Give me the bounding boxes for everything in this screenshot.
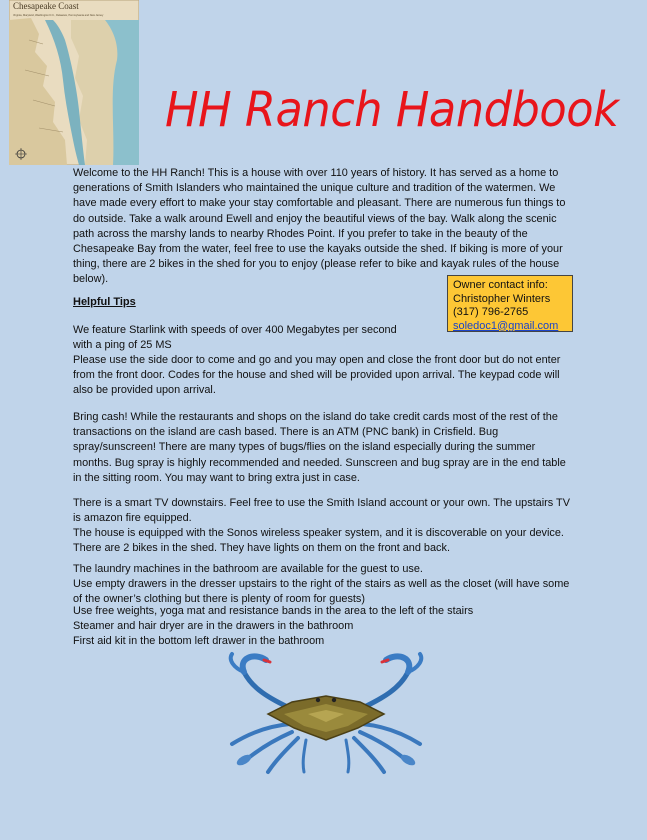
tip-sonos: The house is equipped with the Sonos wireless speaker system, and it is discoverable on your device. [73, 527, 564, 539]
tip-door: Please use the side door to come and go and you may open and close the front door but do not enter from the front door. Codes for the house and shed will be provided upon arrival. The keypad code will also be provided upon arrival. [73, 354, 561, 397]
tip-bikes: There are 2 bikes in the shed. They have lights on them on the front and back. [73, 542, 450, 554]
tip-starlink-ping: with a ping of 25 MS [73, 339, 172, 351]
tip-starlink-speed: We feature Starlink with speeds of over 400 Megabytes per second [73, 324, 397, 336]
chesapeake-map-image [9, 0, 139, 165]
owner-contact-box [447, 275, 573, 332]
tip-drawers: Use empty drawers in the dresser upstairs to the right of the stairs as well as the closet (will have some of the owner’s clothing but there is plenty of room for guests) [73, 578, 570, 606]
helpful-tips-heading: Helpful Tips [73, 296, 136, 308]
intro-paragraph: Welcome to the HH Ranch! This is a house with over 110 years of history. It has served as a home to generations of Smith Islanders who maintained the unique culture and tradition of the watermen. We have made every effort to make your stay comfortable and pleasant. There are numerous fun things to do outside. Take a walk around Ewell and enjoy the beautiful views of the bay. Walk along the scenic path across the marshy lands to nearby Rhodes Point. If you prefer to take in the beauty of the Chesapeake Bay from the water, feel free to use the kayaks outside the shed. If biking is more of your thing, there are 2 bikes in the shed for you to enjoy (please refer to bike and kayak rules of the house below). [73, 167, 566, 286]
tip-laundry: The laundry machines in the bathroom are available for the guest to use. [73, 563, 423, 575]
tip-first-aid: First aid kit in the bottom left drawer in the bathroom [73, 635, 325, 647]
blue-crab-image [208, 648, 444, 776]
contact-heading: Owner contact info: [453, 279, 548, 291]
contact-name: Christopher Winters [453, 292, 551, 305]
map-subtitle: Virginia, Maryland, Washington D.C., Delaware, Pennsylvania and New Jersey [13, 14, 104, 17]
tip-cash-bugs: Bring cash! While the restaurants and shops on the island do take credit cards most of the rest of the transactions on the island are cash based. There is an ATM (PNC bank) in Crisfield. Bug spray/sunscreen! There are many types of bugs/flies on the island especially during the summer months. Bug spray is highly recommended and needed. Sunscreen and bug spray are in the end table in the sitting room. You may want to bring extra just in case. [73, 411, 566, 484]
tip-weights: Use free weights, yoga mat and resistance bands in the area to the left of the stairs [73, 605, 474, 617]
contact-email-link[interactable]: soledoc1@gmail.com [453, 319, 559, 332]
page-title: HH Ranch Handbook [165, 82, 619, 138]
tip-tv: There is a smart TV downstairs. Feel free to use the Smith Island account or your own. The upstairs TV is amazon fire equipped. [73, 497, 570, 525]
map-title: Chesapeake Coast [13, 1, 79, 11]
contact-phone: (317) 796-2765 [453, 306, 529, 318]
tip-steamer: Steamer and hair dryer are in the drawers in the bathroom [73, 620, 354, 632]
